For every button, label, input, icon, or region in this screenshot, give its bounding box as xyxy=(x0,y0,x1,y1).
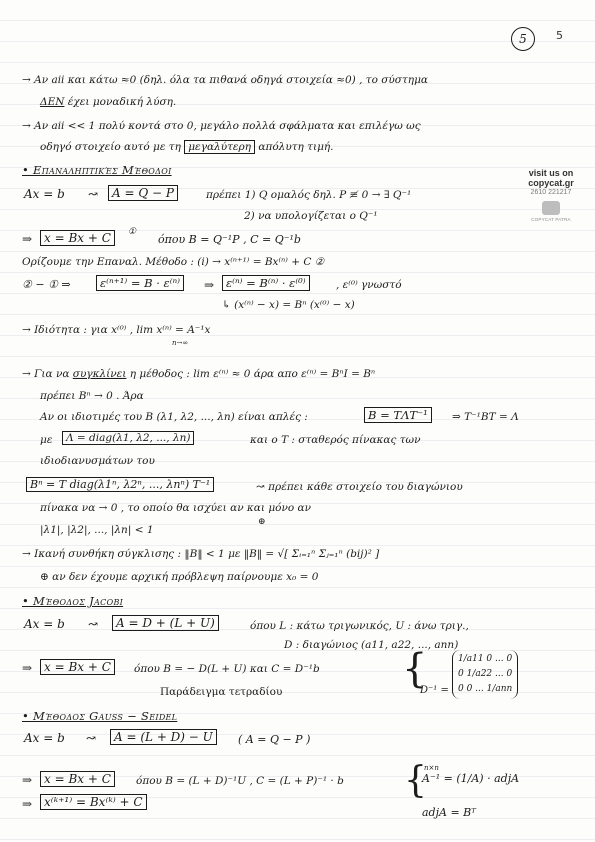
convergence-condition xyxy=(22,367,375,381)
section-gauss-seidel: • Μέθοδος Gauss − Seidel xyxy=(22,709,178,723)
eq-error-step-box: ε⁽ⁿ⁺¹⁾ = B · ε⁽ⁿ⁾ xyxy=(96,275,184,291)
eq-fixed-point-box: x = Bx + C xyxy=(40,230,115,246)
adj-formula: adjA = Bᵀ xyxy=(422,806,476,819)
gs-fixed-point xyxy=(40,772,115,786)
jacobi-fixed-point-box: x = Bx + C xyxy=(40,659,115,675)
eigen-bounds: |λ1|, |λ2|, ..., |λn| < 1 xyxy=(40,524,154,536)
note-line-4a: οδηγό στοιχείο αυτό με τη xyxy=(40,141,185,153)
matrix-brace: { xyxy=(402,646,428,692)
jacobi-b-c: όπου B = − D(L + U) και C = D⁻¹b xyxy=(134,663,320,675)
matrix-row-1: 1/a11 0 ... 0 xyxy=(458,654,513,664)
ad-line-site: copycat.gr xyxy=(528,178,574,188)
d-inverse-matrix xyxy=(452,650,518,699)
eq-lambda-diag-box: Λ = diag(λ1, λ2, ..., λn) xyxy=(62,431,194,445)
squiggle-arrow-3: ↝ xyxy=(86,731,97,745)
eq-bn-diag xyxy=(26,478,214,492)
jacobi-split-box: A = D + (L + U) xyxy=(112,615,219,631)
gs-iteration-box: x⁽ᵏ⁺¹⁾ = Bx⁽ᵏ⁾ + C xyxy=(40,794,147,810)
eq-diagonalization-box: B = TΛT⁻¹ xyxy=(364,407,432,423)
eq-axb: Ax = b xyxy=(24,187,65,201)
adj-brace: { xyxy=(404,760,427,801)
note-line-4c: απόλυτη τιμή. xyxy=(255,141,334,153)
section-jacobi: • Μέθοδος Jacobi xyxy=(22,594,124,608)
matrix-label: D⁻¹ = xyxy=(420,685,449,696)
condition-1: πρέπει 1) Q ομαλός δηλ. P ≢ 0 → ∃ Q⁻¹ xyxy=(206,189,412,201)
section-iterative-methods: • Επαναληπτικές Μέθοδοι xyxy=(22,163,172,177)
note-line-2 xyxy=(40,95,176,109)
subtract-eqs: ② − ① ⇒ xyxy=(22,278,71,291)
t-matrix-desc: και ο T : σταθερός πίνακας των xyxy=(250,434,421,446)
jacobi-split xyxy=(112,616,219,630)
squiggle-arrow-2: ↝ xyxy=(88,617,99,631)
emphasis-den: ΔΕΝ xyxy=(40,96,65,108)
with-label: με xyxy=(40,434,53,446)
matrix-row-2: 0 1/a22 ... 0 xyxy=(458,669,513,679)
eq-similarity: ⇒ T⁻¹BT = Λ xyxy=(452,411,519,423)
eq-error-step xyxy=(96,276,184,290)
note-line-4 xyxy=(40,140,334,154)
gs-split-box: A = (L + D) − U xyxy=(110,729,217,745)
implies-5: ⇒ xyxy=(22,797,33,811)
eq-error-n xyxy=(222,276,310,290)
inverse-formula: A⁻¹ = (1/A) · adjA xyxy=(422,772,520,785)
gs-fixed-point-box: x = Bx + C xyxy=(40,771,115,787)
jacobi-fixed-point xyxy=(40,660,115,674)
eq-ax-b-1 xyxy=(24,187,65,201)
eq-lambda-diag xyxy=(62,431,194,445)
jacobi-d-desc: D : διαγώνιος (a11, a22, ..., ann) xyxy=(284,639,459,651)
emphasis-largest: μεγαλύτερη xyxy=(184,140,255,154)
convergence-word: συγκλίνει xyxy=(72,368,127,380)
eq-error-n-box: ε⁽ⁿ⁾ = B⁽ⁿ⁾ · ε⁽⁰⁾ xyxy=(222,275,310,291)
eq-a-q-p xyxy=(108,186,178,200)
implies-2: ⇒ xyxy=(204,278,215,292)
gs-split xyxy=(110,730,217,744)
note-line-3: → Αν aii << 1 πολύ κοντά στο 0, μεγάλο πολλά σφάλματα και επιλέγω ως xyxy=(22,120,421,132)
thumbs-up-icon xyxy=(542,201,560,215)
circled-page-number: 5 xyxy=(511,27,535,51)
ad-line-visit: visit us on xyxy=(528,168,574,178)
gs-b-c: όπου B = (L + D)⁻¹U , C = (L + P)⁻¹ · b xyxy=(136,775,344,787)
plus-mark: ⊕ xyxy=(258,517,266,527)
implies-4: ⇒ xyxy=(22,773,33,787)
implies-3: ⇒ xyxy=(22,661,33,675)
diag-requirement: ↝ πρέπει κάθε στοιχείο του διαγώνιου xyxy=(256,481,463,493)
sufficient-condition: → Ικανή συνθήκη σύγκλισης : ‖B‖ < 1 με ‖B‖ = √[ Σᵢ₌₁ⁿ Σⱼ₌₁ⁿ (bij)² ] xyxy=(22,548,380,560)
note-line-1: → Αν aii και κάτω ≈0 (δηλ. όλα τα πιθανά οδηγά στοιχεία ≈0) , το σύστημα xyxy=(22,74,428,86)
property-limit-sub: n→∞ xyxy=(172,339,189,347)
diag-requirement-2: πίνακα να → 0 , το οποίο θα ισχύει αν και μόνο αν xyxy=(40,502,312,514)
copycat-ad xyxy=(520,168,582,225)
jacobi-lu-desc: όπου L : κάτω τριγωνικός, U : άνω τριγ., xyxy=(250,620,469,632)
define-iteration: Ορίζουμε την Επαναλ. Μέθοδο : (i) → x⁽ⁿ⁺¹⁾ = Bx⁽ⁿ⁾ + C ② xyxy=(22,256,325,268)
eq-fixed-point xyxy=(40,231,115,245)
error-known: , ε⁽⁰⁾ γνωστό xyxy=(336,279,402,291)
matrix-row-3: 0 0 ... 1/ann xyxy=(458,684,513,694)
requires-bn: πρέπει Bⁿ → 0 . Άρα xyxy=(40,390,144,402)
eigenvectors-label: ιδιοδιανυσμάτων του xyxy=(40,455,155,467)
eq-label-1: ① xyxy=(128,227,137,237)
note-line-2-text: έχει μοναδική λύση. xyxy=(64,96,177,108)
gs-axb: Ax = b xyxy=(24,731,65,745)
error-expansion: ↳ (x⁽ⁿ⁾ − x) = Bⁿ (x⁽⁰⁾ − x) xyxy=(222,299,355,311)
convergence-c: η μέθοδος : lim ε⁽ⁿ⁾ ≈ 0 άρα απο ε⁽ⁿ⁾ = BⁿI = Bⁿ xyxy=(126,368,376,380)
def-b-c: όπου B = Q⁻¹P , C = Q⁻¹b xyxy=(158,233,301,246)
eigen-simple: Αν οι ιδιοτιμές του B (λ1, λ2, ..., λn) είναι απλές : xyxy=(40,411,308,423)
ad-line-brand: COPYCAT PATRA xyxy=(531,217,571,222)
jacobi-axb: Ax = b xyxy=(24,617,65,631)
notebook-example: Παράδειγμα τετραδίου xyxy=(160,686,283,698)
eq-bn-diag-box: Bⁿ = T diag(λ1ⁿ, λ2ⁿ, ..., λnⁿ) T⁻¹ xyxy=(26,477,214,492)
squiggle-arrow-1: ↝ xyxy=(88,187,99,201)
ad-line-phone: 2610 221217 xyxy=(530,189,572,196)
convergence-a: → Για να xyxy=(22,368,73,380)
implies-1: ⇒ xyxy=(22,232,33,246)
condition-2: 2) να υπολογίζεται ο Q⁻¹ xyxy=(244,210,378,222)
eq-a-q-p-box: A = Q − P xyxy=(108,185,178,201)
initial-guess-note: ⊕ αν δεν έχουμε αρχική πρόβλεψη παίρνουμε x₀ = 0 xyxy=(40,571,319,583)
eq-diagonalization xyxy=(364,408,432,422)
property-limit: → Ιδιότητα : για x⁽⁰⁾ , lim x⁽ⁿ⁾ = A⁻¹x xyxy=(22,324,211,336)
gs-qp: ( A = Q − P ) xyxy=(238,733,311,746)
gs-iteration xyxy=(40,795,147,809)
corner-page-number: 5 xyxy=(556,29,563,42)
adj-size-label: n×n xyxy=(424,764,439,772)
